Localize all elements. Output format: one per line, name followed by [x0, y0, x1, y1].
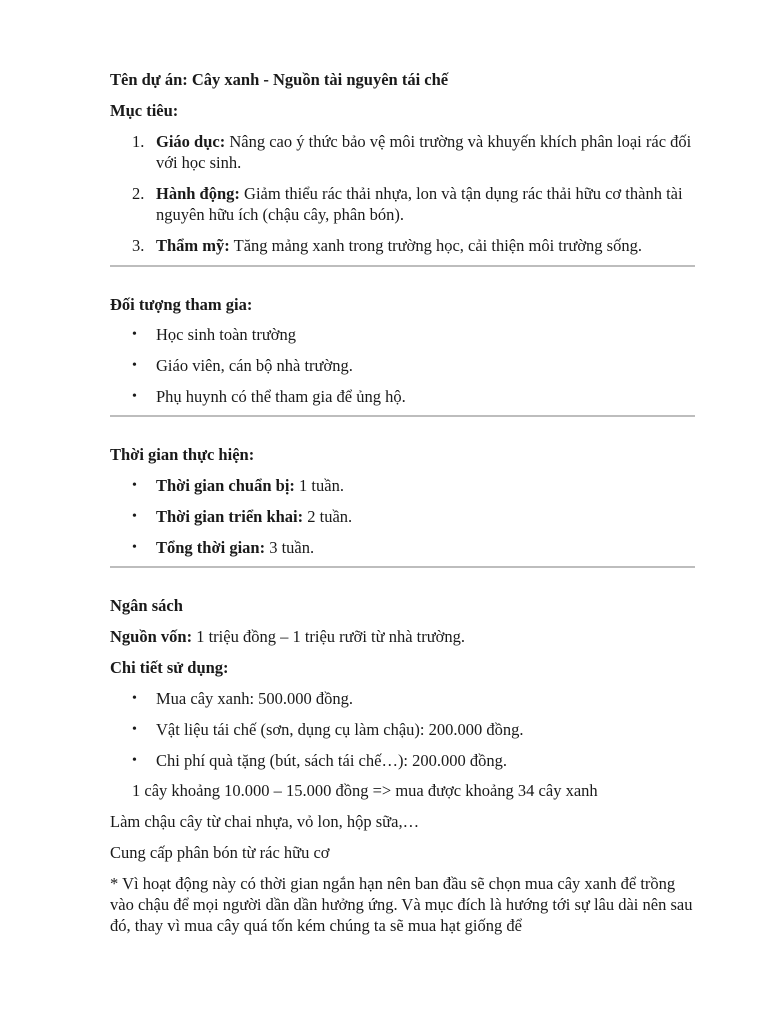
bullet-icon: • — [132, 691, 137, 706]
list-item — [110, 750, 695, 771]
goal-text: Giảm thiểu rác thải nhựa, lon và tận dụng rác thải hữu cơ thành tài nguyên hữu ích (chậu cây, phân bón). — [156, 184, 683, 224]
section-divider — [110, 415, 695, 417]
timeline-value: 2 tuần. — [303, 507, 353, 526]
participant-text: Học sinh toàn trường — [156, 325, 297, 344]
list-item — [110, 324, 695, 345]
timeline-value: 3 tuần. — [265, 538, 315, 557]
section-divider — [110, 265, 695, 267]
bullet-icon: • — [132, 722, 137, 737]
timeline-list — [110, 475, 695, 568]
budget-items-list — [110, 688, 695, 781]
list-item — [110, 386, 695, 407]
goal-label: Giáo dục: — [156, 132, 226, 151]
goal-text: Nâng cao ý thức bảo vệ môi trường và khuyến khích phân loại rác đối với học sinh. — [156, 132, 692, 172]
bullet-icon: • — [132, 327, 137, 342]
budget-item-text: Vật liệu tái chế (sơn, dụng cụ làm chậu): 200.000 đồng. — [156, 720, 524, 739]
goals-heading: Mục tiêu: — [110, 101, 179, 120]
budget-note-pots: Làm chậu cây từ chai nhựa, vỏ lon, hộp sữa,… — [110, 812, 420, 831]
list-item — [110, 537, 695, 558]
budget-item-text: Chi phí quà tặng (bút, sách tái chế…): 200.000 đồng. — [156, 751, 508, 770]
list-number: 2. — [132, 184, 145, 203]
list-item — [110, 235, 695, 256]
budget-source-label: Nguồn vốn: — [110, 627, 193, 646]
budget-source — [110, 626, 695, 647]
budget-heading: Ngân sách — [110, 596, 183, 615]
section-divider — [110, 566, 695, 568]
timeline-value: 1 tuần. — [294, 476, 344, 495]
list-item — [110, 183, 695, 225]
budget-detail-heading: Chi tiết sử dụng: — [110, 658, 229, 677]
timeline-label: Thời gian chuẩn bị: — [156, 476, 295, 495]
timeline-label: Thời gian triển khai: — [156, 507, 304, 526]
bullet-icon: • — [132, 358, 137, 373]
list-item — [110, 475, 695, 496]
budget-footnote: * Vì hoạt động này có thời gian ngắn hạn nên ban đầu sẽ chọn mua cây xanh để trồng vào chậu để mọi người dần dần hưởng ứng. Và mục đích là hướng tới sự lâu dài nên sau đó, thay vì mua cây quá tốn kém chúng ta sẽ mua hạt giống để — [110, 874, 693, 935]
list-item — [110, 131, 695, 173]
bullet-icon: • — [132, 509, 137, 524]
budget-source-text: 1 triệu đồng – 1 triệu rưỡi từ nhà trường. — [192, 627, 466, 646]
bullet-icon: • — [132, 389, 137, 404]
list-item — [110, 688, 695, 709]
bullet-icon: • — [132, 753, 137, 768]
list-item — [110, 719, 695, 740]
bullet-icon: • — [132, 478, 137, 493]
project-title: Tên dự án: Cây xanh - Nguồn tài nguyên tái chế — [110, 70, 449, 89]
participants-heading: Đối tượng tham gia: — [110, 295, 253, 314]
participant-text: Giáo viên, cán bộ nhà trường. — [156, 356, 353, 375]
list-item — [110, 506, 695, 527]
list-number: 3. — [132, 236, 145, 255]
participants-list — [110, 324, 695, 417]
participant-text: Phụ huynh có thể tham gia để ủng hộ. — [156, 387, 406, 406]
goal-text: Tăng mảng xanh trong trường học, cải thiện môi trường sống. — [229, 236, 642, 255]
bullet-icon: • — [132, 540, 137, 555]
budget-note-fertilizer: Cung cấp phân bón từ rác hữu cơ — [110, 843, 330, 862]
timeline-heading: Thời gian thực hiện: — [110, 445, 255, 464]
list-number: 1. — [132, 132, 145, 151]
goal-label: Hành động: — [156, 184, 240, 203]
goals-list — [110, 131, 695, 266]
budget-item-text: Mua cây xanh: 500.000 đồng. — [156, 689, 354, 708]
goal-label: Thẩm mỹ: — [156, 236, 230, 255]
list-item — [110, 355, 695, 376]
timeline-label: Tổng thời gian: — [156, 538, 266, 557]
budget-note-price: 1 cây khoảng 10.000 – 15.000 đồng => mua được khoảng 34 cây xanh — [132, 781, 598, 800]
